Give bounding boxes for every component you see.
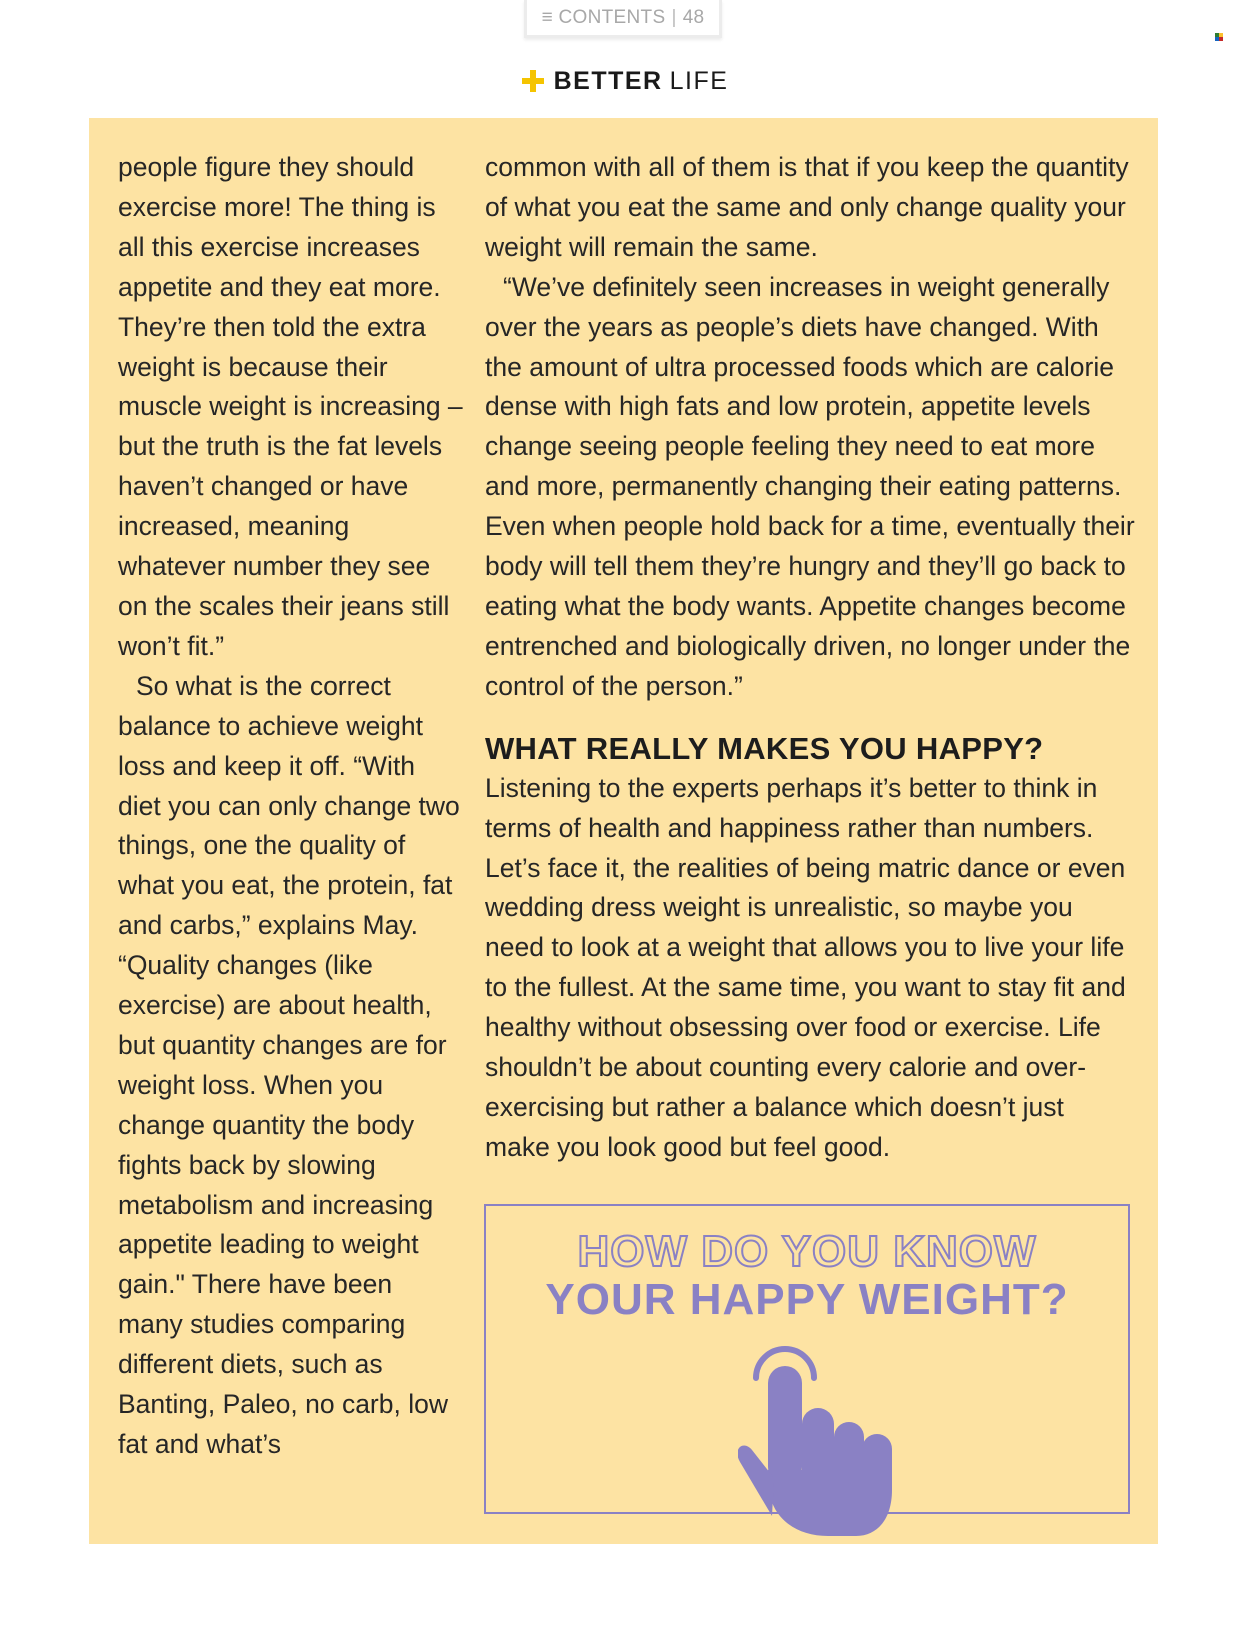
subheading: WHAT REALLY MAKES YOU HAPPY? [485,730,1044,766]
section-title-bold: BETTER [553,66,663,95]
paragraph: common with all of them is that if you keep the quantity of what you eat the same and only change quality your weight will remain the same. [485,152,1129,262]
section-title-light: LIFE [669,66,729,95]
article-left-column [118,148,463,1465]
separator: | [671,6,677,28]
promo-line-2: YOUR HAPPY WEIGHT? [545,1275,1069,1324]
paragraph: “We’ve definitely seen increases in weight generally over the years as people’s diets have changed. With the amount of ultra processed foods which are calorie dense with high fats and low protein, appetite levels change seeing people feeling they need to eat more and more, permanently changing their eating patterns. Even when people hold back for a time, eventually their body will tell them they’re hungry and they’ll go back to eating what the body wants. Appetite changes become entrenched and biologically driven, no longer under the control of the person.” [485,271,1135,701]
page-number: 48 [682,6,705,28]
promo-line-1: HOW DO YOU KNOW [577,1227,1037,1276]
paragraph: people figure they should exercise more! The thing is all this exercise increases appetite and they eat more. They’re then told the extra weight is because their muscle weight is increasing – but the truth is the fat levels haven’t changed or have increased, meaning whatever number they see on the scales their jeans still won’t fit.” [118,152,463,661]
paragraph: Listening to the experts perhaps it’s better to think in terms of health and happiness rather than numbers. Let’s face it, the realities of being matric dance or even wedding dress weight is unrealistic, so maybe you need to look at a weight that allows you to live your life to the fullest. At the same time, you want to stay fit and healthy without obsessing over food or exercise. Life shouldn’t be about counting every calorie and over-exercising but rather a balance which doesn’t just make you look good but feel good. [485,772,1126,1162]
paragraph: So what is the correct balance to achieve weight loss and keep it off. “With diet you can only change two things, one the quality of what you eat, the protein, fat and carbs,” explains May. “Quality changes (like exercise) are about health, but quantity changes are for weight loss. When you change quantity the body fights back by slowing metabolism and increasing appetite leading to weight gain." There have been many studies comparing different diets, such as Banting, Paleo, no carb, low fat and what’s [118,670,460,1459]
color-mark-icon [1215,33,1223,41]
contents-label: ≡ CONTENTS [541,6,666,28]
tap-hand-icon[interactable] [738,1330,898,1536]
